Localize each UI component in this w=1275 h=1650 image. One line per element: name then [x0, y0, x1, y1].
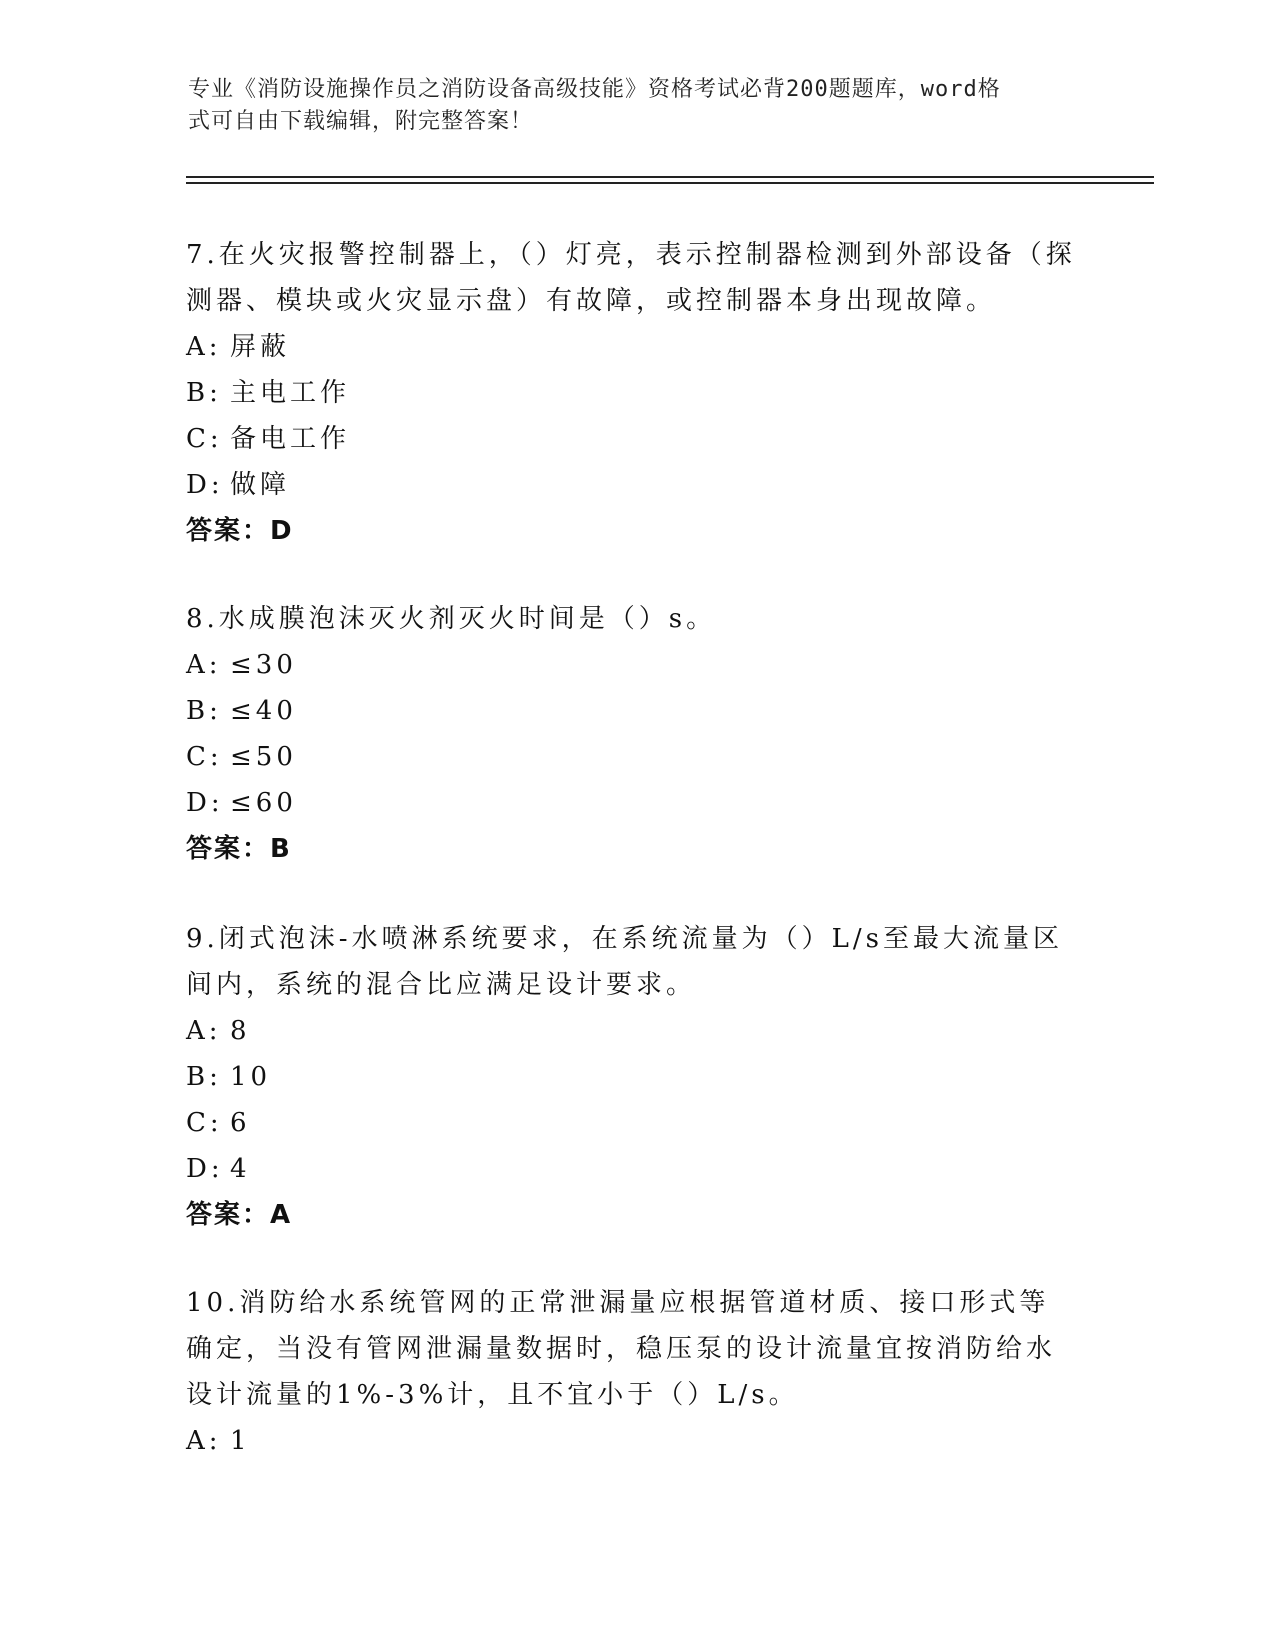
- option-text: 主电工作: [230, 378, 351, 408]
- option-c: [186, 416, 1076, 462]
- question-block: [186, 232, 1076, 554]
- option-text: 10: [230, 1062, 272, 1092]
- option-text: 做障: [230, 470, 291, 500]
- option-text: ≤40: [230, 696, 297, 726]
- option-b: [186, 688, 1076, 734]
- option-label: A:: [186, 332, 222, 362]
- answer: 答案：A: [186, 1200, 293, 1230]
- question-block: [186, 596, 1076, 872]
- option-label: C:: [186, 424, 223, 454]
- option-b: [186, 1054, 1076, 1100]
- option-c: [186, 734, 1076, 780]
- option-label: A:: [186, 650, 222, 680]
- option-label: D:: [186, 470, 224, 500]
- question-block: [186, 1280, 1076, 1464]
- question-block: [186, 916, 1076, 1238]
- option-text: ≤30: [230, 650, 297, 680]
- option-text: 屏蔽: [230, 332, 291, 362]
- option-label: C:: [186, 1108, 223, 1138]
- option-label: D:: [186, 1154, 224, 1184]
- question-stem: 8.水成膜泡沫灭火剂灭火时间是（）s。: [186, 604, 717, 634]
- option-text: 6: [230, 1108, 251, 1138]
- header-rule-top: [186, 176, 1154, 178]
- document-header: [188, 74, 1068, 138]
- option-text: ≤50: [230, 742, 297, 772]
- option-a: [186, 324, 1076, 370]
- option-d: [186, 1146, 1076, 1192]
- option-a: [186, 1008, 1076, 1054]
- option-label: B:: [186, 696, 222, 726]
- question-stem: 10.消防给水系统管网的正常泄漏量应根据管道材质、接口形式等确定，当没有管网泄漏量数据时，稳压泵的设计流量宜按消防给水设计流量的1%-3%计，且不宜小于（）L/s。: [186, 1288, 1057, 1410]
- answer: 答案：D: [186, 516, 294, 546]
- option-label: A:: [186, 1016, 222, 1046]
- answer: 答案：B: [186, 834, 292, 864]
- question-stem: 9.闭式泡沫-水喷淋系统要求，在系统流量为（）L/s至最大流量区间内，系统的混合比应满足设计要求。: [186, 924, 1063, 1000]
- option-label: B:: [186, 378, 222, 408]
- option-label: A:: [186, 1426, 222, 1456]
- option-a: [186, 1418, 1076, 1464]
- option-label: B:: [186, 1062, 222, 1092]
- option-text: 1: [230, 1426, 251, 1456]
- header-line-1: 专业《消防设施操作员之消防设备高级技能》资格考试必背200题题库，word格: [188, 77, 1001, 102]
- option-text: 8: [230, 1016, 251, 1046]
- option-text: 备电工作: [230, 424, 351, 454]
- header-line-2: 式可自由下载编辑，附完整答案！: [188, 109, 534, 134]
- option-d: [186, 780, 1076, 826]
- option-b: [186, 370, 1076, 416]
- option-label: D:: [186, 788, 224, 818]
- option-c: [186, 1100, 1076, 1146]
- option-a: [186, 642, 1076, 688]
- option-d: [186, 462, 1076, 508]
- option-label: C:: [186, 742, 223, 772]
- option-text: 4: [230, 1154, 251, 1184]
- header-rule-bottom: [186, 182, 1154, 184]
- question-stem: 7.在火灾报警控制器上，（）灯亮，表示控制器检测到外部设备（探测器、模块或火灾显示盘）有故障，或控制器本身出现故障。: [186, 240, 1076, 316]
- option-text: ≤60: [230, 788, 297, 818]
